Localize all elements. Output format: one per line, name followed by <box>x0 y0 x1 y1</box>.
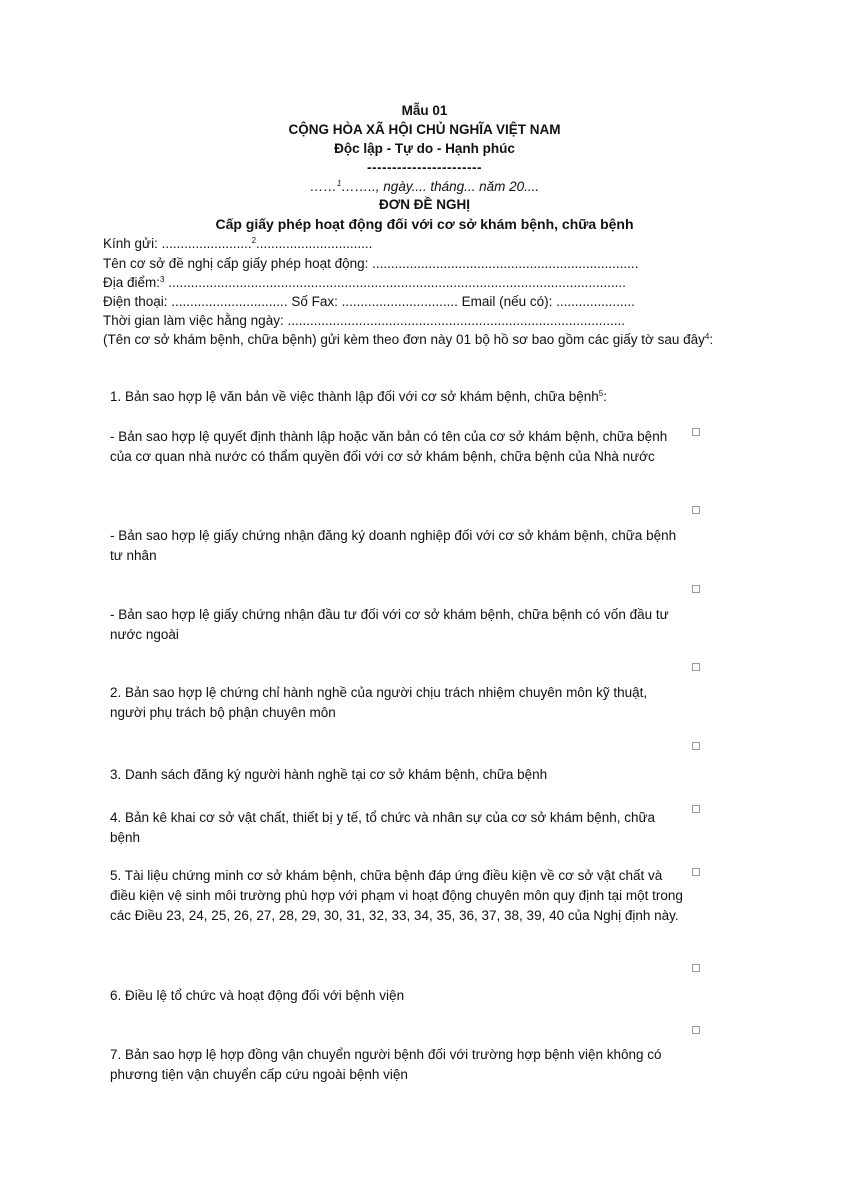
document-subtitle: Cấp giấy phép hoạt động đối với cơ sở khám bệnh, chữa bệnh <box>215 216 634 232</box>
footnote-ref-4: 4 <box>704 332 710 341</box>
document-title: ĐƠN ĐỀ NGHỊ <box>378 197 471 212</box>
contact-field[interactable]: Điện thoại: ............................... Số Fax: ............................... Email (nếu có): ..................... <box>103 294 635 309</box>
place-date-line <box>0 178 849 196</box>
date-text: …….., ngày.... tháng... năm 20.... <box>341 179 540 194</box>
footnote-ref-3: 3 <box>160 275 165 284</box>
footnote-ref-5: 5 <box>598 389 604 398</box>
checkbox-item-6[interactable] <box>692 964 700 972</box>
country-name: CỘNG HÒA XÃ HỘI CHỦ NGHĨA VIỆT NAM <box>288 122 561 137</box>
item-2: 2. Bản sao hợp lệ chứng chỉ hành nghề của người chịu trách nhiệm chuyên môn kỹ thuật, người phụ trách bộ phận chuyên môn <box>110 685 648 720</box>
item-1c: - Bản sao hợp lệ giấy chứng nhận đầu tư đối với cơ sở khám bệnh, chữa bệnh có vốn đầu tư nước ngoài <box>110 607 669 642</box>
item-4: 4. Bản kê khai cơ sở vật chất, thiết bị y tế, tổ chức và nhân sự của cơ sở khám bệnh, chữa bệnh <box>110 810 656 845</box>
item-1-text: 1. Bản sao hợp lệ văn bản về việc thành lập đối với cơ sở khám bệnh, chữa bệnh <box>110 389 599 404</box>
location-label: Địa điểm: <box>103 275 161 290</box>
checkbox-item-4[interactable] <box>692 805 700 813</box>
checkbox-item-5[interactable] <box>692 868 700 876</box>
working-hours-field[interactable]: Thời gian làm việc hằng ngày: .......................................................................................... <box>103 313 626 328</box>
facility-name-field[interactable]: Tên cơ sở đề nghị cấp giấy phép hoạt động: ....................................................................... <box>103 256 639 271</box>
recipient-label: Kính gửi: ........................ <box>103 236 252 251</box>
attachment-colon: : <box>709 332 714 347</box>
item-6: 6. Điều lệ tổ chức và hoạt động đối với bệnh viện <box>110 988 405 1003</box>
checkbox-item-3[interactable] <box>692 742 700 750</box>
place-prefix: …… <box>309 179 337 194</box>
header-divider: ----------------------- <box>367 160 482 175</box>
checkbox-item-1c[interactable] <box>692 585 700 593</box>
footnote-ref-2: 2 <box>251 236 257 245</box>
location-field[interactable] <box>103 274 626 292</box>
item-3: 3. Danh sách đăng ký người hành nghề tại cơ sở khám bệnh, chữa bệnh <box>110 767 548 782</box>
recipient-field[interactable] <box>103 235 372 253</box>
item-7: 7. Bản sao hợp lệ hợp đồng vận chuyển người bệnh đối với trường hợp bệnh viện không có phương tiện vận chuyển cấp cứu ngoài bệnh viện <box>110 1047 662 1082</box>
form-code: Mẫu 01 <box>401 103 448 118</box>
checkbox-item-7[interactable] <box>692 1026 700 1034</box>
attachment-text: (Tên cơ sở khám bệnh, chữa bệnh) gửi kèm theo đơn này 01 bộ hồ sơ bao gồm các giấy tờ sau đây <box>103 332 705 347</box>
national-motto: Độc lập - Tự do - Hạnh phúc <box>334 141 515 156</box>
item-1-colon: : <box>603 389 607 404</box>
attachment-intro <box>103 331 713 349</box>
checkbox-item-1b[interactable] <box>692 506 700 514</box>
location-dots: .......................................................................................................................... <box>164 275 626 290</box>
item-1b: - Bản sao hợp lệ giấy chứng nhận đăng ký doanh nghiệp đối với cơ sở khám bệnh, chữa bệnh tư nhân <box>110 528 677 563</box>
item-1 <box>110 387 685 407</box>
item-5: 5. Tài liệu chứng minh cơ sở khám bệnh, chữa bệnh đáp ứng điều kiện về cơ sở vật chất và điều kiện vệ sinh môi trường phù hợp với phạm vi hoạt động chuyên môn quy định tại một trong các Điều 23, 24, 25, 26, 27, 28, 29, 30, 31, 32, 33, 34, 35, 36, 37, 38, 39, 40 của Nghị định này. <box>110 868 683 923</box>
checkbox-item-2[interactable] <box>692 663 700 671</box>
recipient-dots: ............................... <box>256 236 373 251</box>
checkbox-item-1a[interactable] <box>692 428 700 436</box>
footnote-ref-1: 1 <box>336 179 342 188</box>
item-1a: - Bản sao hợp lệ quyết định thành lập hoặc văn bản có tên của cơ sở khám bệnh, chữa bệnh của cơ quan nhà nước có thẩm quyền đối với cơ sở khám bệnh, chữa bệnh của Nhà nước <box>110 429 668 464</box>
